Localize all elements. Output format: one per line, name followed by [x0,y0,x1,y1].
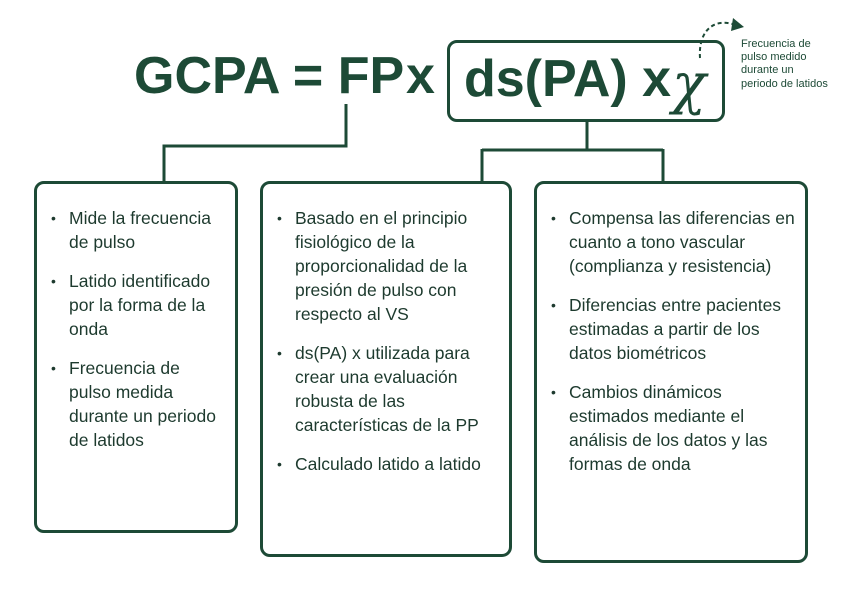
list-item: • Calculado latido a latido [273,452,499,476]
list-item: • Cambios dinámicos estimados mediante el análisis de los datos y las formas de onda [547,380,795,476]
connector-box [482,122,663,183]
panel-pressure-deviation [260,181,512,557]
list-item: • Compensa las diferencias en cuanto a tono vascular (complianza y resistencia) [547,206,795,278]
formula-multiply: x [406,47,435,105]
list-item: • Latido identificado por la forma de la onda [47,269,225,341]
formula-boxed-text: ds(PA) x [464,50,672,108]
formula-lhs: GCPA = FP [134,47,405,105]
list-item: • Basado en el principio fisiológico de la proporcionalidad de la presión de pulso con respecto al VS [273,206,499,326]
panel-pulse-rate [34,181,238,533]
list-item: • Mide la frecuencia de pulso [47,206,225,254]
chi-symbol: χ [672,52,706,117]
connector-fp [164,104,346,183]
list-item: • Frecuencia de pulso medida durante un periodo de latidos [47,356,225,452]
annotation-arrowhead [731,18,744,31]
list-item: • Diferencias entre pacientes estimadas a partir de los datos biométricos [547,293,795,365]
panel-chi-factor [534,181,808,563]
list-item: • ds(PA) x utilizada para crear una evaluación robusta de las características de la PP [273,341,499,437]
annotation-text: Frecuencia de pulso medido durante un periodo de latidos [741,38,828,90]
